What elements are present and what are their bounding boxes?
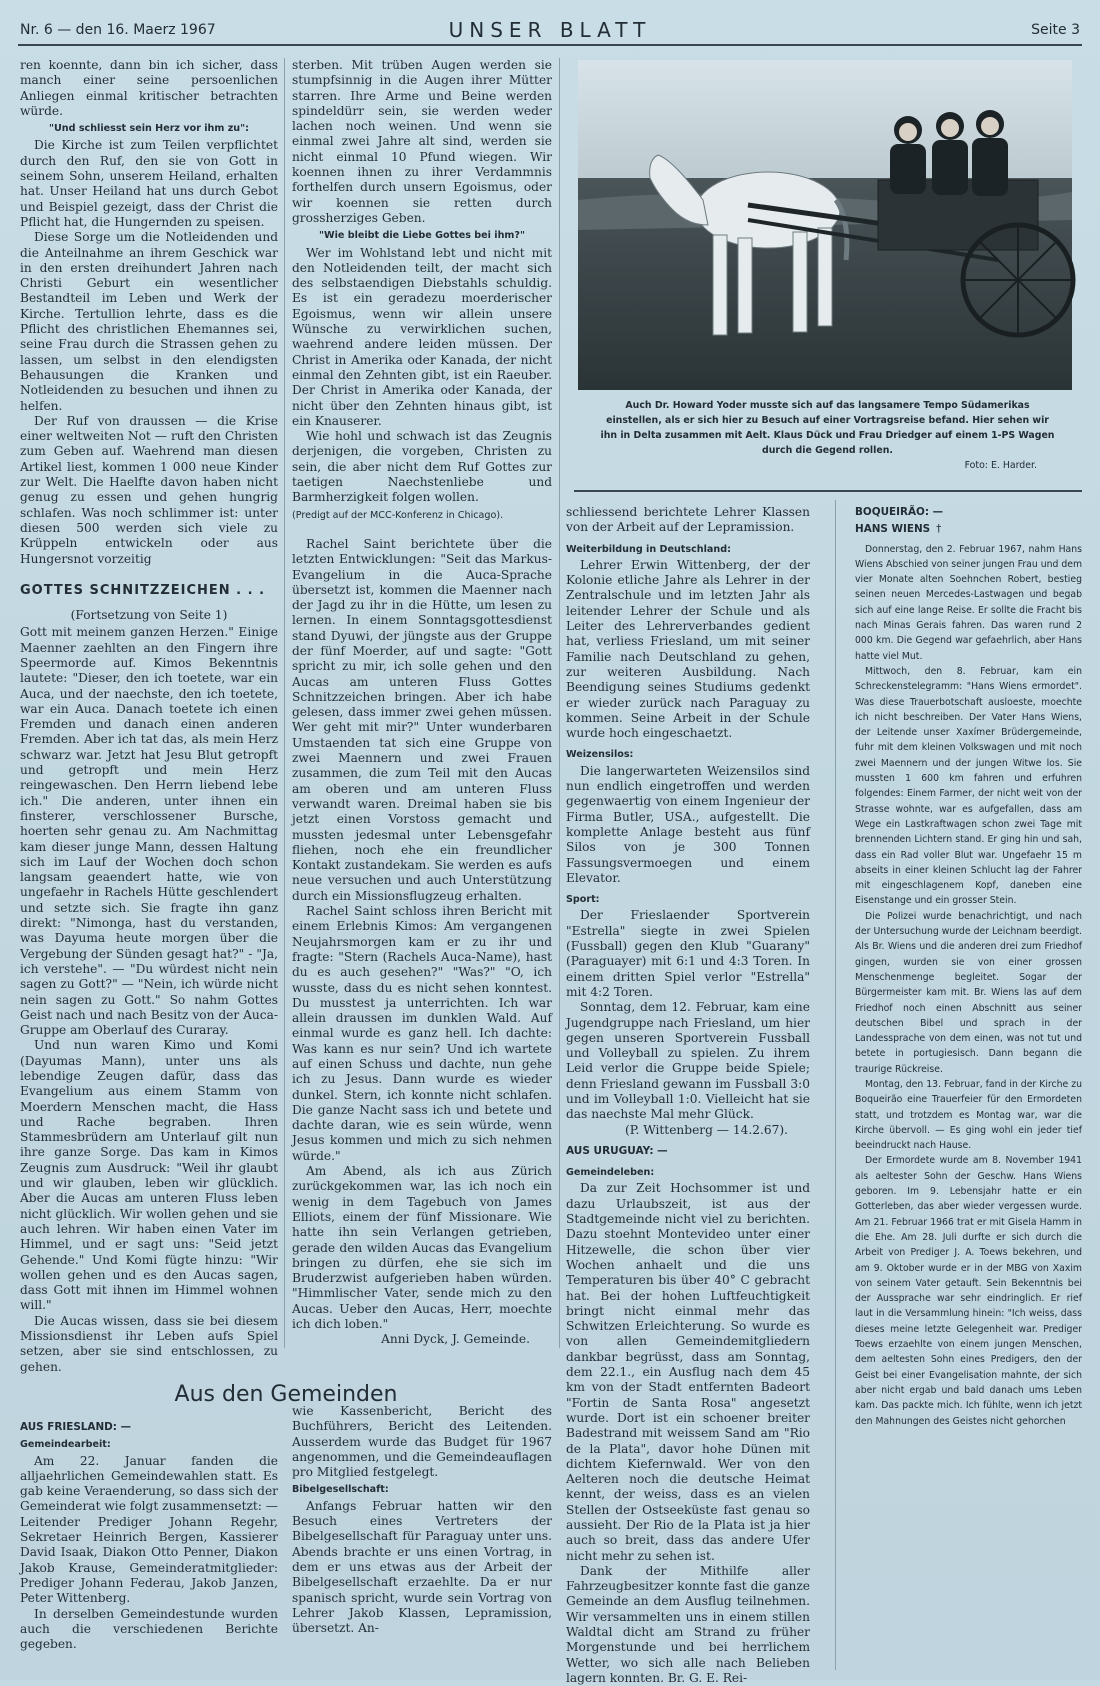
section-heading: AUS FRIESLAND: — — [20, 1421, 131, 1433]
page-header — [18, 18, 1082, 46]
article-column-3 — [566, 505, 810, 1685]
paragraph: Der Ruf von draussen — die Krise einer weltweiten Not — ruft den Christen zum Geben auf. Waehrend man diesen Artikel liest, kommen 1 000 neue Kinder zur Welt. Die Haelfte davon haben nicht genug zu essen und gehen hungrig schlafen. Was noch schlimmer ist: unter diesen 500 werden sich viele zu Krüppeln entwickeln oder aus Hungersnot vorzeitig — [20, 413, 278, 566]
paragraph: Montag, den 13. Februar, fand in der Kirche zu Boqueirão eine Trauerfeier für den Ermordeten statt, und trotzdem es Montag war, war die Kirche übervoll. — Es ging wohl ein jeder tief beeindruckt nach Hause. — [855, 1078, 1082, 1152]
paragraph: Donnerstag, den 2. Februar 1967, nahm Hans Wiens Abschied von seiner jungen Frau und dem vier Monate alten Soehnchen Robert, bestieg seinen neuen Mercedes-Lastwagen und begab sich auf eine lange Reise. Er sollte die Fracht bis nach Minas Gerais fahren. Das waren rund 2 000 km. Die Gegend war gefaehrlich, aber Hans hatte viel Mut. — [855, 543, 1083, 662]
subheading: Bibelgesellschaft: — [292, 1484, 389, 1496]
subheading: Weizensilos: — [566, 749, 634, 761]
page-number: Seite 3 — [1031, 22, 1080, 38]
paragraph: In derselben Gemeindestunde wurden auch die verschiedenen Berichte gegeben. — [20, 1606, 278, 1652]
paragraph: Rachel Saint schloss ihren Bericht mit einem Erlebnis Kimos: Am vergangenen Neujahrsmorgen kam er zu ihr und fragte: "Stern (Rachels Auca-Name), hast du es auch gesehen?" "Was?" "O, ich wusste, dass du es nicht sehen konntest. Du musstest ja unterrichten. Ich war allein draussen im dunklen Wald. Auf einmal wurde es ganz hell. Ich dachte: Was kann es nur sein? Und ich wartete auf einen Schuss und dachte, nun gehe ich zu Jesus. Dann wurde es wieder dunkel. Stern, ich konnte nicht schlafen. Die ganze Nacht sass ich und betete und dachte daran, wie es sein würde, wenn Jesus kommen und mich zu sich nehmen würde." — [292, 904, 552, 1163]
column-rule — [835, 500, 836, 1670]
paragraph: Am Abend, als ich aus Zürich zurückgekommen war, las ich noch ein wenig in dem Tagebuch von James Elliots, einem der fünf Missionare. Wie hatte ihn sein Verlangen getrieben, gerade den wilden Aucas das Evangelium bringen zu dürfen, ehe sie sich im Bruderzwist aufgerieben haben würden. "Himmlischer Vater, sende mich zu den Aucas. Ueber den Aucas, Herr, moechte ich dich loben." — [292, 1164, 552, 1332]
article-column-2 — [292, 58, 552, 1348]
section-banner: Aus den Gemeinden — [174, 1382, 398, 1407]
author-signature: Anni Dyck, J. Gemeinde. — [381, 1332, 530, 1347]
cross-symbol: † — [936, 523, 942, 536]
paragraph: Die Polizei wurde benachrichtigt, und nach der Untersuchung wurde der Leichnam beerdigt. Als Br. Wiens und die anderen drei zum Friedhof gingen, wurden sie von einer grossen Menschenmenge begleitet. Sogar der Bürgermeister kam mit. Br. Wiens las auf dem Friedhof noch einen Abschnitt aus seiner deutschen Bibel und sprach in der Landessprache von dem einen, was not tut und betete in portugiesisch. Dann begann die traurige Rückreise. — [855, 910, 1082, 1075]
paragraph: Dank der Mithilfe aller Fahrzeugbesitzer konnte fast die ganze Gemeinde an dem Ausflug teilnehmen. Wir versammelten uns in einem stillen Waldtal dicht am Strand zu früher Morgenstunde und bei herrlichem Wetter, wo sich alle nach Belieben lagern konnten. Br. G. E. Rei- — [566, 1563, 810, 1685]
subheading: "Wie bleibt die Liebe Gottes bei ihm?" — [319, 230, 525, 242]
friesland-report-column — [20, 1418, 278, 1678]
obituary-name — [855, 522, 1082, 537]
issue-line: Nr. 6 — den 16. Maerz 1967 — [20, 22, 216, 38]
author-signature: (P. Wittenberg — 14.2.67). — [624, 1122, 788, 1137]
source-credit: (Predigt auf der MCC-Konferenz in Chicago). — [292, 509, 504, 521]
subheading: Sport: — [566, 894, 600, 906]
article-column-1 — [20, 58, 278, 1374]
paragraph: Wer im Wohlstand lebt und nicht mit den Notleidenden teilt, der macht sich des selbstaendigen Diebstahls schuldig. Es ist ein geradezu moerderischer Egoismus, wenn wir allein unsere Wünsche zu verwirklichen suchen, waehrend andere leiden müssen. Der Christ in Amerika oder Kanada, der nicht einmal den Zehnten gibt, ist ein Raeuber. Der Christ in Amerika oder Kanada, der nicht über den Zehnten hinaus gibt, ist ein Knauserer. — [292, 245, 552, 428]
paragraph: Die Aucas wissen, dass sie bei diesem Missionsdienst ihr Leben aufs Spiel setzen, aber sie sind entschlossen, zu gehen. — [20, 1313, 278, 1374]
continuation-note: (Fortsetzung von Seite 1) — [70, 608, 228, 623]
caption-text: Auch Dr. Howard Yoder musste sich auf das langsamere Tempo Südamerikas einstellen, als er sich hier zu Besuch auf einer Vortragsreise befand. Hier sehen wir ihn in Delta zusammen mit Aelt. Klaus Dück und Frau Driedger auf einem 1-PS Wagen durch die Gegend rollen. — [600, 400, 1055, 456]
column-rule — [284, 58, 285, 1348]
photo-caption — [600, 398, 1055, 473]
paragraph: Wie hohl und schwach ist das Zeugnis derjenigen, die vorgeben, Christen zu sein, die aber nicht dem Ruf Gottes zur taetigen Naechstenliebe und Barmherzigkeit folgen wollen. — [292, 429, 552, 505]
masthead: UNSER BLATT — [448, 18, 652, 42]
column-rule — [559, 58, 560, 1348]
paragraph: Mittwoch, den 8. Februar, kam ein Schreckenstelegramm: "Hans Wiens ermordet". Was diese Trauerbotschaft ausloeste, moechte ich nicht beschreiben. Der Vater Hans Wiens, der Leitende unser Xaxímer Brüdergemeinde, fuhr mit dem kleinen Volkswagen und mit noch zwei Maennern und der jungen Witwe los. Sie mussten 1 600 km fahren und erfuhren folgendes: Einem Farmer, der nicht weit von der Strasse wohnte, war es aufgefallen, dass am Wege ein Lastkraftwagen schon zwei Tage mit brennenden Lichtern stand. Er ging hin und sah, dass ein Rad voller Blut war. Ungefaehr 15 m abseits in einer kleinen Schlucht lag der Fahrer mit eingeschlagenem Kopf, daneben eine Eisenstange und ein grosser Stein. — [855, 665, 1082, 907]
paragraph: Anfangs Februar hatten wir den Besuch eines Vertreters der Bibelgesellschaft für Paraguay unter uns. Abends brachte er uns einen Vortrag, in dem er uns etwas aus der Arbeit der Bibelgesellschaft erzaehlte. Da er nur spanisch spricht, wurde sein Vortrag von Lehrer Jakob Klassen, Lepramission, übersetzt. An- — [292, 1498, 552, 1636]
horizontal-rule — [574, 490, 1082, 492]
subheading: Weiterbildung in Deutschland: — [566, 543, 731, 555]
paragraph: Lehrer Erwin Wittenberg, der der Kolonie etliche Jahre als Lehrer in der Zentralschule und im letzten Jahr als leitender Lehrer der Schule und als Leiter des Lehrerverbandes gedient hat, verliess Friesland, um mit seiner Familie nach Deutschland zu gehen, zur weiteren Ausbildung. Nach Beendigung seines Studiums gedenkt er wieder zurück nach Paraguay zu kommen. Seine Arbeit in der Schule wurde hoch eingeschaetzt. — [566, 557, 810, 741]
paragraph: Der Frieslaender Sportverein "Estrella" siegte in zwei Spielen (Fussball) gegen den Klub "Guarany" (Paraguayer) mit 6:1 und 4:3 Toren. In einem dritten Spiel verlor "Estrella" mit 4:2 Toren. — [566, 908, 810, 999]
photo-credit: Foto: E. Harder. — [964, 460, 1037, 471]
section-heading: AUS URUGUAY: — — [566, 1144, 668, 1157]
subheading: Gemeindearbeit: — [20, 1439, 111, 1451]
paragraph: Sonntag, dem 12. Februar, kam eine Jugendgruppe nach Friesland, um hier gegen unseren Sportverein Fussball und Volleyball zu spielen. Zu ihrem Leid verlor die Gruppe beide Spiele; denn Friesland gewann im Fussball 3:0 und im Volleyball 1:0. Vielleicht hat sie das naechste Mal mehr Glück. — [566, 1000, 810, 1122]
paragraph: ren koennte, dann bin ich sicher, dass manch einer seine persoenlichen Anliegen einmal kritischer betrachten würde. — [20, 58, 278, 118]
article-heading: GOTTES SCHNITZZEICHEN . . . — [20, 582, 266, 598]
obituary-name-text: HANS WIENS — [855, 523, 931, 536]
paragraph: schliessend berichtete Lehrer Klassen von der Arbeit auf der Lepramission. — [566, 505, 810, 535]
paragraph: Am 22. Januar fanden die alljaehrlichen Gemeindewahlen statt. Es gab keine Veraenderung, so dass sich der Gemeinderat wie folgt zusammensetzt: — Leitender Prediger Johann Regehr, Sekretaer Heinrich Bergen, Kassierer David Isaak, Diakon Otto Penner, Diakon Jakob Krause, Gemeinderatmitglieder: Prediger Johann Federau, Jakob Janzen, Peter Wittenberg. — [20, 1453, 278, 1606]
subheading: Gemeindeleben: — [566, 1167, 655, 1179]
paragraph: Die Kirche ist zum Teilen verpflichtet durch den Ruf, den sie von Gott in seinem Sohn, unserem Heiland, erhalten hat. Unser Heiland hat uns durch Gebot und Beispiel gezeigt, dass der Christ die Pflicht hat, die Hungernden zu speisen. — [20, 138, 278, 229]
paragraph: sterben. Mit trüben Augen werden sie stumpfsinnig in die Augen ihrer Mütter starren. Ihre Arme und Beine werden spindeldürr sein, sie werden weder lachen noch weinen. Und wenn sie einmal zwei Jahre alt sind, werden sie nicht einmal 10 Pfund wiegen. Wir koennen ihnen zu ihrer Verdammnis forthelfen durch unsern Egoismus, oder wir koennen sie retten durch grossherziges Geben. — [292, 58, 552, 225]
paragraph: Da zur Zeit Hochsommer ist und dazu Urlaubszeit, ist aus der Stadtgemeinde nicht viel zu berichten. Dazu stoehnt Montevideo unter einer Hitzewelle, die schon über vier Wochen anhaelt und die uns Temperaturen bis über 40° C gebracht hat. Bei der hohen Luftfeuchtigkeit bringt nicht einmal mehr das Schwitzen Erleichterung. So wurde es von allen Gemeindemitgliedern dankbar begrüsst, dass am Sonntag, dem 22.1., ein Ausflug nach dem 45 km von der Stadt entfernten Badeort "Fortin de Santa Rosa" angesetzt wurde. Dort ist ein schoener breiter Badestrand mit weissem Sand am "Rio de la Plata", davor hohe Dünen mit dichtem Kiefernwald. Wer von den Aelteren noch die deutsche Heimat kennt, der weiss, dass es an vielen Stellen der Ostseeküste fast genau so aussieht. Der Rio de la Plata ist ja hier auch so breit, dass das andere Ufer nicht mehr zu sehen ist. — [566, 1181, 810, 1563]
paragraph: Rachel Saint berichtete über die letzten Entwicklungen: "Seit das Markus-Evangelium in die Auca-Sprache übersetzt ist, kommen die Maenner nach der Jagd zu ihr in die Hütte, um lesen zu lernen. In einem Sonntagsgottesdienst stand Dyuwi, der jüngste aus der Gruppe der fünf Moerder, auf und sagte: "Gott spricht zu mir, ich solle gehen und den Aucas am unteren Fluss Gottes Schnitzzeichen bringen. Aber ich habe gelesen, dass immer zwei gehen müssen. Wer geht mit mir?" Unter wunderbaren Umstaenden tat sich eine Gruppe von zwei Maennern und zwei Frauen zusammen, die zum Teil mit den Aucas am oberen und am unteren Fluss verwandt waren. Dreimal haben sie bis jetzt einen Vorstoss gemacht und mussten jedesmal unter Lebensgefahr fliehen, noch ehe ein freundlicher Kontakt zustandekam. Sie werden es aufs neue versuchen und auch Unterstützung durch ein Missionsflugzeug erhalten. — [292, 536, 552, 903]
friesland-report-continuation — [292, 1404, 552, 1678]
horse-cart-photo — [578, 60, 1072, 390]
paragraph: wie Kassenbericht, Bericht des Buchführers, Bericht des Leitenden. Ausserdem wurde das Budget für 1967 angenommen, und die Gemeindeauflagen pro Mitglied festgelegt. — [292, 1404, 552, 1480]
subheading: "Und schliesst sein Herz vor ihm zu": — [49, 123, 249, 135]
paragraph: Gott mit meinem ganzen Herzen." Einige Maenner zaehlten an den Fingern ihre Speermorde auf. Kimos Bekenntnis lautete: "Dieser, den ich toetete, war ein Auca, und der naechste, den ich toetete, war ein Auca. Danach toetete ich einen Fremden und danach einen anderen Fremden. Aber ich tat das, als mein Herz schwarz war. Jetzt hat Jesu Blut getropft und getropft und mein Herz reingewaschen. Den Herrn liebend lebe ich." Die anderen, unter ihnen ein finsterer, verschlossener Bursche, hoerten sehr genau zu. Am Nachmittag kam dieser junge Mann, dessen Haltung sich im Lauf der Wochen doch schon langsam geaendert hatte, wie von ungefaehr in Rachels Hütte geschlendert und setzte sich. Sie fragte ihn ganz direkt: "Nimonga, hast du verstanden, was Dayuma heute morgen über die Vergebung der Sünden gesagt hat?" - "Ja, ich verstehe". — "Du würdest nicht nein sagen zu Gott?" — "Nein, ich würde nicht nein sagen zu Gott." So nahm Gottes Geist nach und nach Besitz von der Auca-Gruppe am Oberlauf des Curaray. — [20, 625, 278, 1038]
section-heading: BOQUEIRÃO: — — [855, 506, 944, 518]
paragraph: Und nun waren Kimo und Komi (Dayumas Mann), unter uns als lebendige Zeugen dafür, dass das Evangelium aus einem Stamm von Moerdern Menschen macht, die Hass und Rache begraben. Ihren Stammesbrüdern am Unterlauf gilt nun ihre ganze Sorge. Das kam in Kimos Zeugnis zum Ausdruck: "Weil ihr glaubt und wir glauben, leben wir glücklich. Aber die Aucas am unteren Fluss leben nicht glücklich. Wir wollen gehen und sie auch lehren. Wir haben einen Vater im Himmel, und er sagt uns: "Seid jetzt Gehende." Und Komi fügte hinzu: "Wir wollen gehen und es den Aucas sagen, dass Gott mit ihnen im Himmel wohnen will." — [20, 1038, 278, 1313]
photo-illustration — [578, 60, 1072, 390]
paragraph: Die langerwarteten Weizensilos sind nun endlich eingetroffen und werden gegenwaertig von einem Ingenieur der Firma Butler, USA., aufgestellt. Die komplette Anlage besteht aus fünf Silos von je 300 Tonnen Fassungsvermoegen und einem Elevator. — [566, 763, 810, 885]
paragraph: Diese Sorge um die Notleidenden und die Anteilnahme an ihrem Geschick war in den ersten dreihundert Jahren nach Christi Geburt ein wesentlicher Bestandteil im Leben und Werk der Kirche. Tertullion lehrte, dass es die Pflicht des christlichen Ehemannes sei, seine Frau durch die Strassen gehen zu lassen, um selbst in den elendigsten Behausungen die Kranken und Notleidenden zu besuchen und ihnen zu helfen. — [20, 230, 278, 413]
article-column-4 — [855, 505, 1082, 1675]
paragraph: Der Ermordete wurde am 8. November 1941 als aeltester Sohn der Geschw. Hans Wiens geboren. Im 9. Lebensjahr hatte er ein Gotterleben, das aber wieder vergessen wurde. Am 21. Februar 1966 trat er mit Gisela Hamm in die Ehe. Am 28. Juli durfte er sich durch die Arbeit von Prediger J. A. Toews bekehren, und am 9. Oktober wurde er in der MBG von Xaxim von seinem Vater getauft. Sein Bekenntnis bei der Aussprache war sehr eindringlich. Er rief laut in die Versammlung hinein: "Ich weiss, dass dieses meine letzte Gelegenheit war. Prediger Toews erzaehlte von einem jungen Menschen, dem aeltesten Sohn eines Predigers, den der Geist bei einer Evangelisation mahnte, der sich aber nicht ergab und bald danach ums Leben kam. Das packte mich. Ich fühlte, wenn ich jetzt den Mahnungen des Geistes nicht gehorchen — [855, 1155, 1082, 1427]
